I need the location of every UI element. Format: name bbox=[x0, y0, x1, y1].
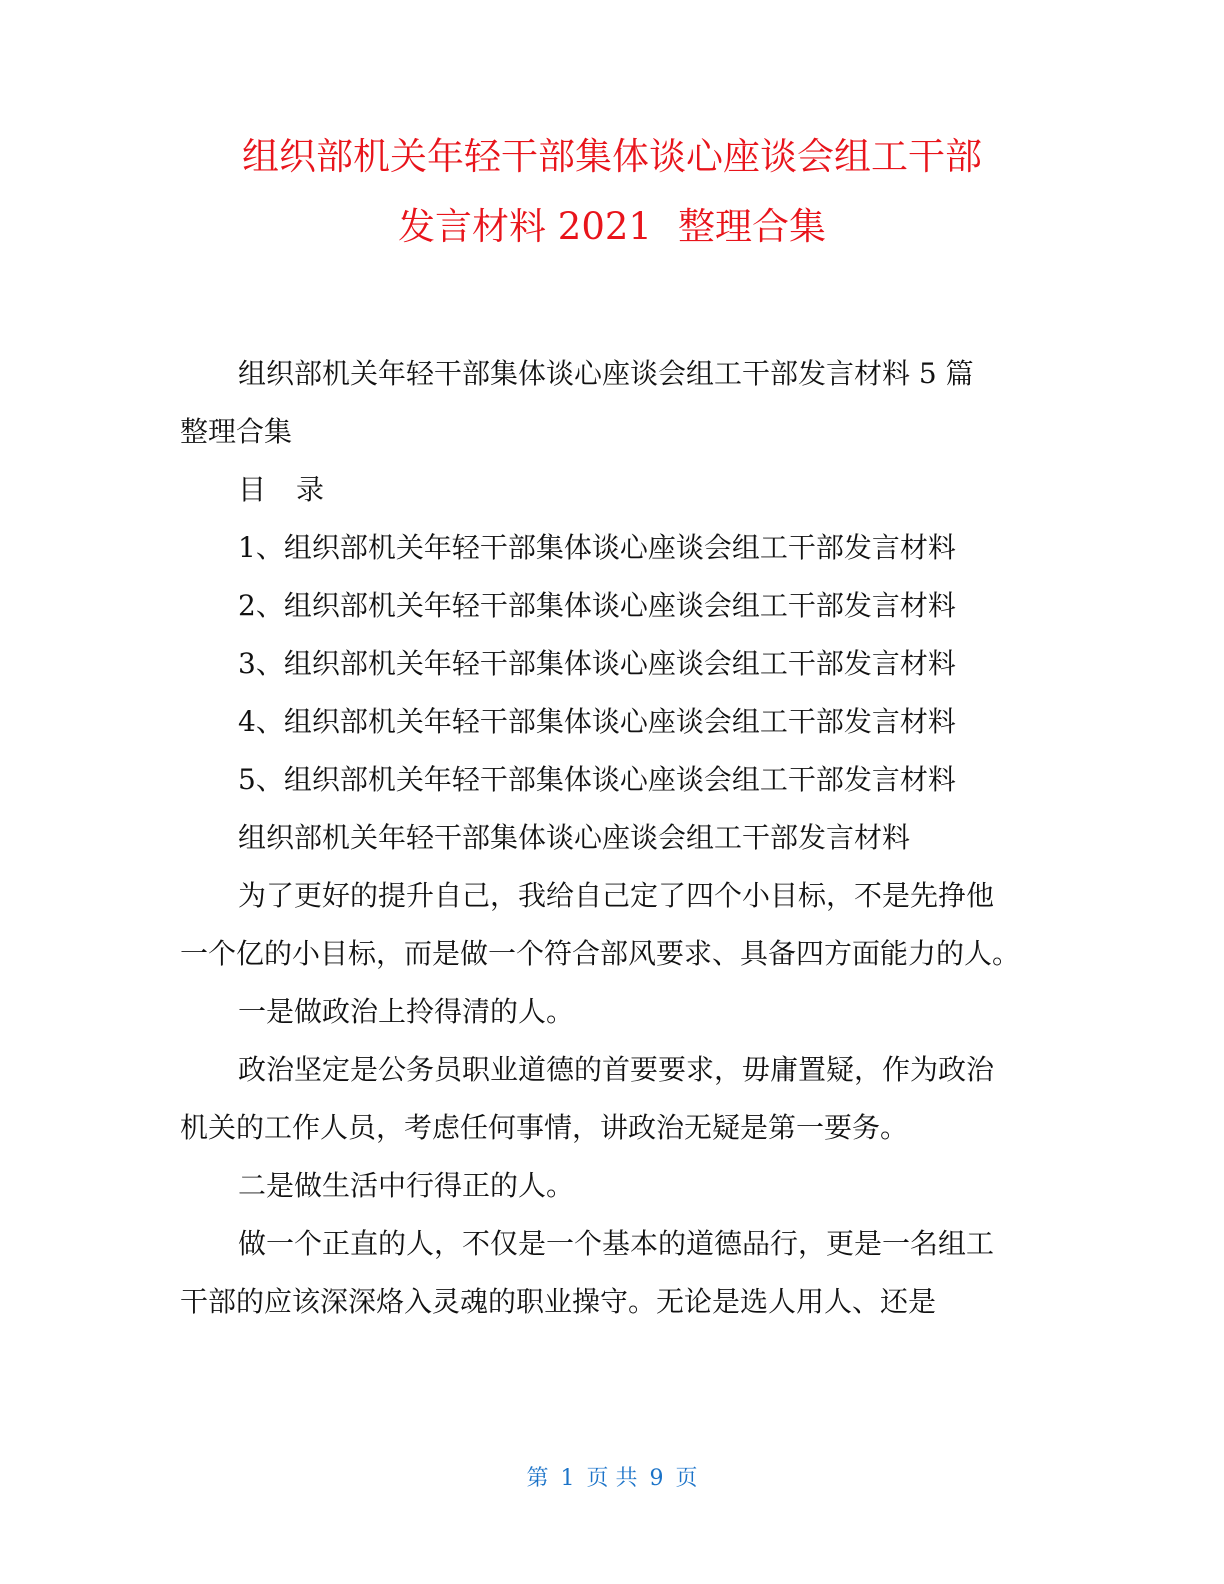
toc-item: 5、组织部机关年轻干部集体谈心座谈会组工干部发言材料 bbox=[238, 763, 956, 796]
title-part-a: 发言材料 2021 bbox=[398, 205, 652, 248]
footer-suffix: 页 bbox=[675, 1466, 698, 1491]
toc-item: 3、组织部机关年轻干部集体谈心座谈会组工干部发言材料 bbox=[238, 647, 956, 680]
footer-page-number: 1 bbox=[560, 1466, 575, 1491]
document-title-line-1: 组织部机关年轻干部集体谈心座谈会组工干部 bbox=[242, 135, 982, 178]
paragraph: 二是做生活中行得正的人。 bbox=[238, 1169, 575, 1202]
toc-item: 1、组织部机关年轻干部集体谈心座谈会组工干部发言材料 bbox=[238, 531, 956, 564]
toc-item: 2、组织部机关年轻干部集体谈心座谈会组工干部发言材料 bbox=[238, 589, 956, 622]
toc-heading-a: 目 bbox=[238, 473, 267, 506]
intro-line-1: 组织部机关年轻干部集体谈心座谈会组工干部发言材料 5 篇 bbox=[238, 357, 974, 390]
paragraph: 为了更好的提升自己，我给自己定了四个小目标，不是先挣他一个亿的小目标，而是做一个符合部风要求、具备四方面能力的人。 bbox=[180, 879, 1021, 970]
toc-heading-b: 录 bbox=[296, 473, 325, 506]
footer-prefix: 第 bbox=[526, 1466, 549, 1491]
document-body bbox=[180, 345, 1020, 1331]
toc-heading bbox=[180, 461, 1020, 519]
paragraph: 政治坚定是公务员职业道德的首要要求，毋庸置疑，作为政治机关的工作人员，考虑任何事情，讲政治无疑是第一要务。 bbox=[180, 1053, 995, 1144]
intro-line-2: 整理合集 bbox=[180, 415, 293, 448]
footer-middle: 页 共 bbox=[586, 1466, 638, 1491]
section-title: 组织部机关年轻干部集体谈心座谈会组工干部发言材料 bbox=[238, 821, 911, 854]
title-part-b: 整理合集 bbox=[677, 205, 826, 248]
page-footer bbox=[0, 1464, 1224, 1494]
footer-total-pages: 9 bbox=[649, 1466, 664, 1491]
paragraph: 做一个正直的人，不仅是一个基本的道德品行，更是一名组工干部的应该深深烙入灵魂的职业操守。无论是选人用人、还是 bbox=[180, 1227, 995, 1318]
document-title-line-2 bbox=[150, 198, 1074, 256]
paragraph: 一是做政治上拎得清的人。 bbox=[238, 995, 575, 1028]
toc-item: 4、组织部机关年轻干部集体谈心座谈会组工干部发言材料 bbox=[238, 705, 956, 738]
